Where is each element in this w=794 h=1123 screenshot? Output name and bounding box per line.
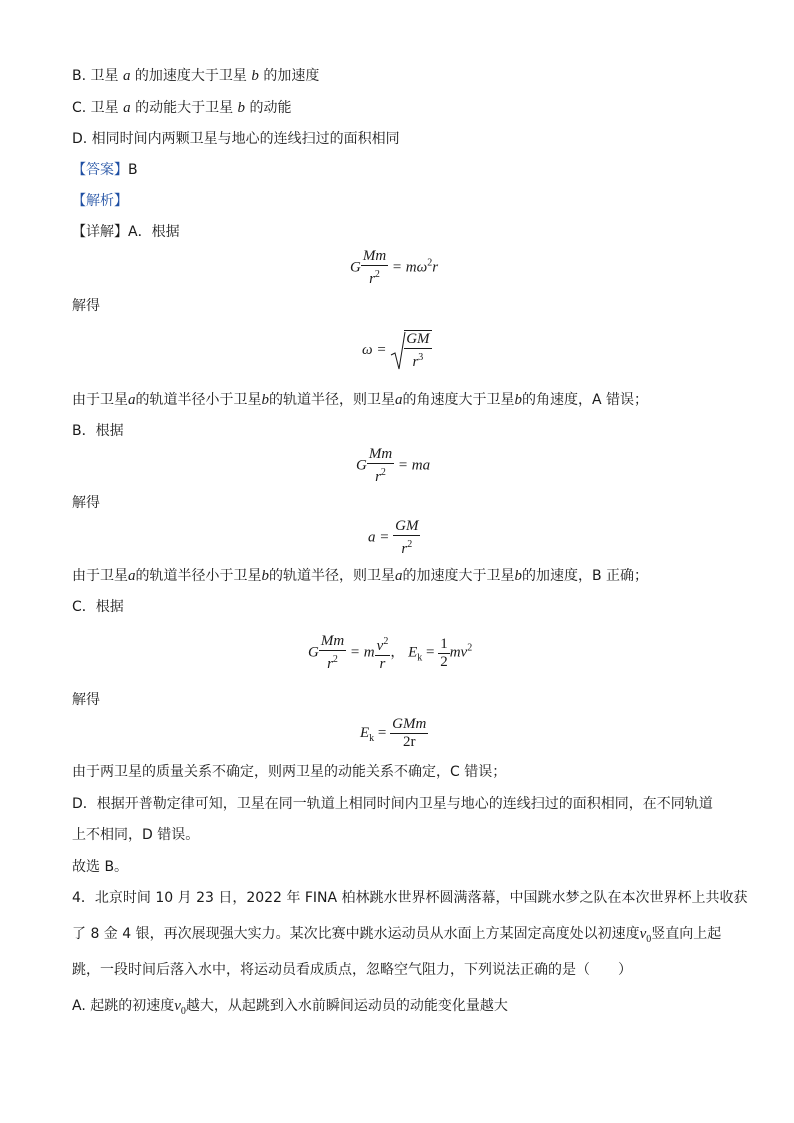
paragraph-d-line1: D．根据开普勒定律可知，卫星在同一轨道上相同时间内卫星与地心的连线扫过的面积相同，在不同轨道 xyxy=(72,796,713,812)
paragraph-b: 由于卫星a的轨道半径小于卫星b的轨道半径，则卫星a的加速度大于卫星b的加速度，B 正确； xyxy=(72,568,649,584)
equation-1: G $\frac{Mm}{r^2}$ = $m\omega^2r$ xyxy=(350,248,439,287)
answer-label: 【答案】 xyxy=(72,162,128,178)
question-4-line2: 了 8 金 4 银，再次展现强大实力。某次比赛中跳水运动员从水面上方某固定高度处以初速度$v_0$竖直向上起 xyxy=(72,926,722,945)
paragraph-d-line2: 上不相同，D 错误。 xyxy=(72,827,200,843)
solve-label-2: 解得 xyxy=(72,495,100,511)
question-4-line3: 跳，一段时间后落入水中，将运动员看成质点，忽略空气阻力，下列说法正确的是（ ） xyxy=(72,962,632,978)
c-label: C．根据 xyxy=(72,599,124,615)
equation-3: G $\frac{Mm}{r^2}$ = ma xyxy=(356,446,431,485)
option-d: D. 相同时间内两颗卫星与地心的连线扫过的面积相同 xyxy=(72,131,400,147)
answer-line xyxy=(72,160,138,180)
sqrt-sign: $\frac{GM}{r^3}$ xyxy=(390,330,431,371)
question-4-option-a: A. 起跳的初速度$v_0$越大，从起跳到入水前瞬间运动员的动能变化量越大 xyxy=(72,998,508,1017)
option-c: C. 卫星 a 的动能大于卫星 b 的动能 xyxy=(72,100,292,116)
equation-5: G $\frac{Mm}{r^2}$ = m $\frac{v^2}{r}$ ， $E_k$ = $\frac{1}{2}$ $mv^2$ xyxy=(308,633,473,672)
solve-label-1: 解得 xyxy=(72,298,100,314)
equation-2: ω = $\frac{GM}{r^3}$ xyxy=(362,331,430,370)
paragraph-a: 由于卫星a的轨道半径小于卫星b的轨道半径，则卫星a的角速度大于卫星b的角速度，A 错误； xyxy=(72,392,649,408)
answer-value: B xyxy=(128,162,138,178)
analysis-label: 【解析】 xyxy=(72,193,128,209)
question-4-line1: 4．北京时间 10 月 23 日，2022 年 FINA 柏林跳水世界杯圆满落幕，中国跳水梦之队在本次世界杯上共收获 xyxy=(72,890,748,906)
conclusion: 故选 B。 xyxy=(72,859,129,875)
option-b: B. 卫星 a 的加速度大于卫星 b 的加速度 xyxy=(72,68,320,84)
b-label: B．根据 xyxy=(72,423,124,439)
equation-6: $E_k$ = $\frac{\text{GMm}}{2r}$ xyxy=(360,716,427,750)
detail-line: 【详解】A．根据 xyxy=(72,224,180,240)
solve-label-3: 解得 xyxy=(72,692,100,708)
equation-4: a = $\frac{GM}{r^2}$ xyxy=(368,518,419,557)
paragraph-c: 由于两卫星的质量关系不确定，则两卫星的动能关系不确定，C 错误； xyxy=(72,764,507,780)
